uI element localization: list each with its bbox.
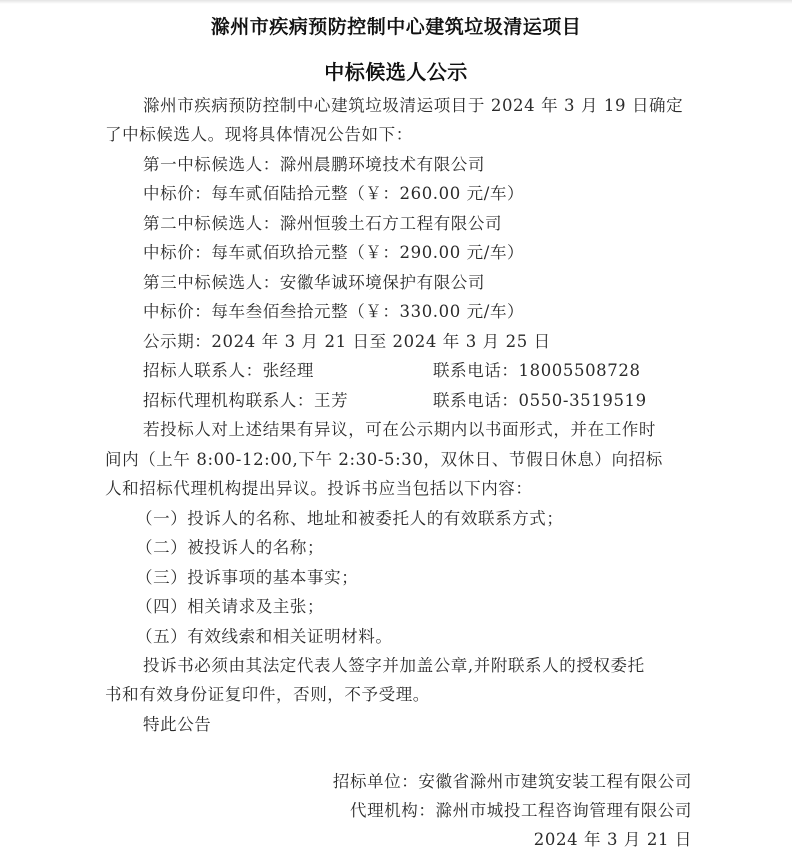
document-subtitle: 中标候选人公示 [324, 60, 468, 84]
objection-line-3: 人和招标代理机构提出异议。投诉书应当包括以下内容： [105, 479, 533, 498]
candidate-3: 第三中标候选人：安徽华诚环境保护有限公司 [143, 273, 485, 292]
complaint-item-2: （二）被投诉人的名称； [136, 538, 325, 557]
footer-agency: 代理机构：滁州市城投工程咨询管理有限公司 [350, 801, 692, 820]
complaint-item-3: （三）投诉事项的基本事实； [136, 568, 359, 587]
tenderer-contact-phone: 联系电话：18005508728 [433, 361, 641, 380]
candidate-3-price: 中标价：每车叁佰叁拾元整（￥：330.00 元/车） [143, 302, 525, 321]
candidate-2-price: 中标价：每车贰佰玖拾元整（￥：290.00 元/车） [143, 243, 525, 262]
agency-contact-phone: 联系电话：0550-3519519 [433, 391, 647, 410]
closing-text: 特此公告 [143, 715, 212, 734]
intro-line-2: 了中标候选人。现将具体情况公告如下： [105, 125, 413, 144]
complaint-item-1: （一）投诉人的名称、地址和被委托人的有效联系方式； [136, 509, 564, 528]
candidate-2: 第二中标候选人：滁州恒骏土石方工程有限公司 [143, 214, 503, 233]
signature-req-line-1: 投诉书必须由其法定代表人签字并加盖公章,并附联系人的授权委托 [143, 656, 645, 675]
agency-contact-person: 招标代理机构联系人：王芳 [143, 391, 349, 410]
agency-contact [143, 387, 348, 411]
candidate-1-price: 中标价：每车贰佰陆拾元整（￥：260.00 元/车） [143, 184, 525, 203]
complaint-item-4: （四）相关请求及主张； [136, 597, 325, 616]
top-edge-shade [0, 0, 792, 4]
document-title: 滁州市疾病预防控制中心建筑垃圾清运项目 [210, 16, 582, 38]
objection-line-2: 间内（上午 8:00-12:00,下午 2:30-5:30，双休日、节假日休息）向招标 [105, 450, 663, 469]
objection-line-1: 若投标人对上述结果有异议，可在公示期内以书面形式，并在工作时 [143, 420, 656, 439]
complaint-item-5: （五）有效线索和相关证明材料。 [136, 627, 393, 646]
candidate-1: 第一中标候选人：滁州晨鹏环境技术有限公司 [143, 155, 485, 174]
footer-tenderer: 招标单位：安徽省滁州市建筑安装工程有限公司 [332, 772, 692, 791]
tenderer-contact [143, 357, 314, 381]
publicity-period: 公示期：2024 年 3 月 21 日至 2024 年 3 月 25 日 [143, 332, 551, 351]
footer-date: 2024 年 3 月 21 日 [533, 830, 692, 849]
tenderer-contact-person: 招标人联系人：张经理 [143, 361, 314, 380]
signature-req-line-2: 书和有效身份证复印件，否则，不予受理。 [105, 685, 430, 704]
intro-line-1: 滁州市疾病预防控制中心建筑垃圾清运项目于 2024 年 3 月 19 日确定 [143, 96, 684, 115]
